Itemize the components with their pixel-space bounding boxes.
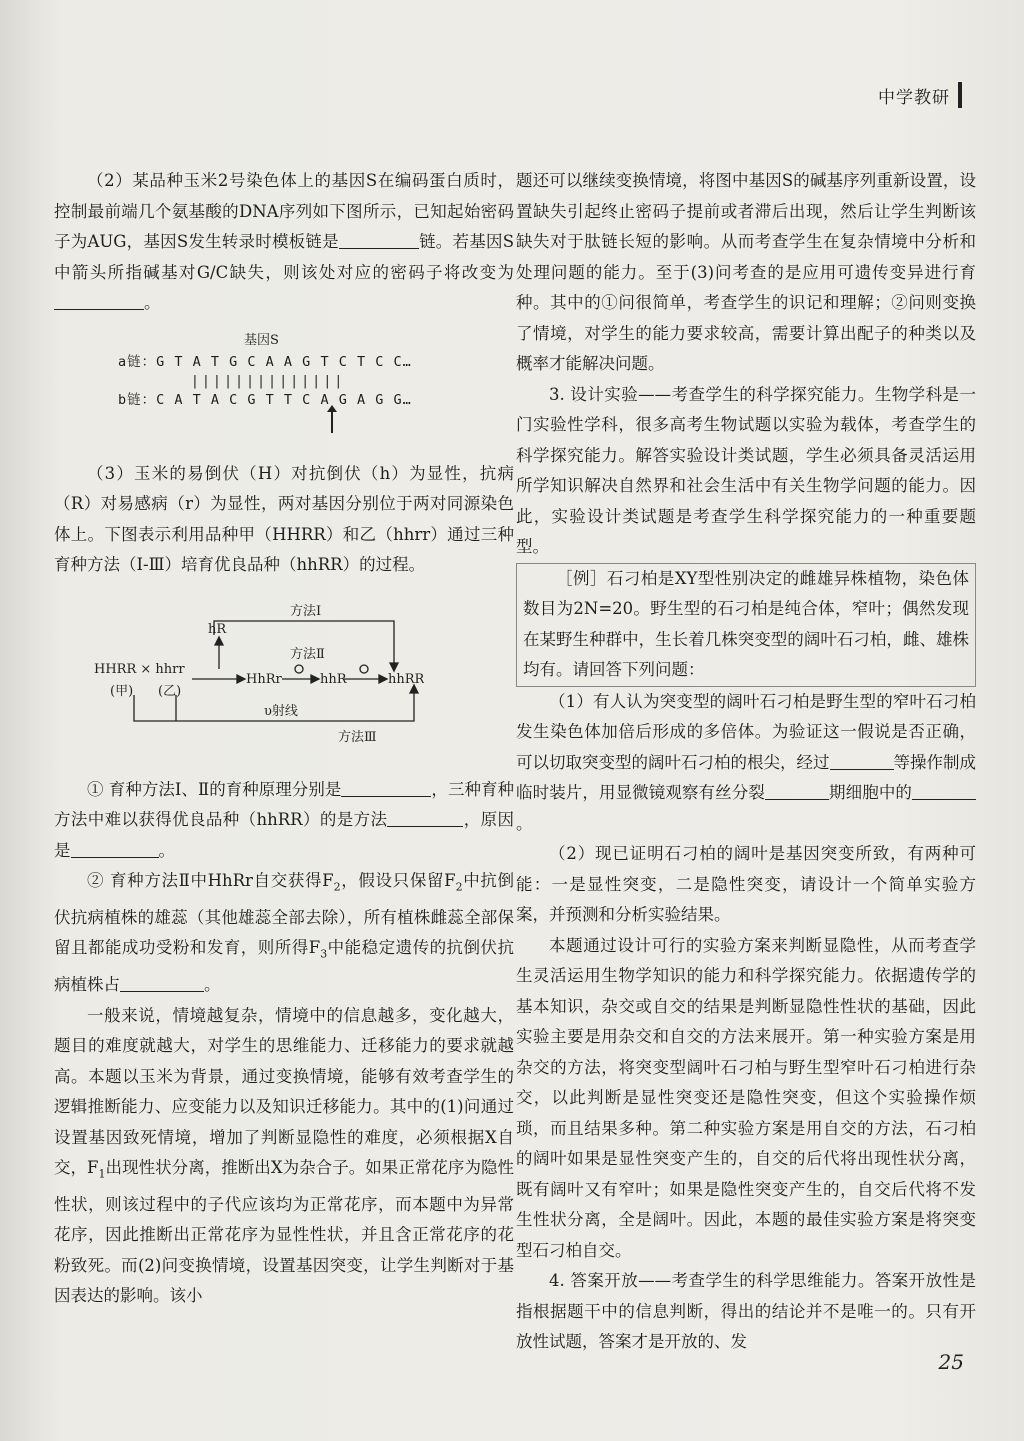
right-column: [516, 166, 976, 1358]
subscript: 1: [98, 1167, 106, 1181]
ex-q1-text-a: （1）有人认为突变型的阔叶石刁柏是野生型的窄叶石刁柏发生染色体加倍后形成的多倍体。为验证这一假说是否正确，可以切取突变型的阔叶石刁柏的根尖，经过: [516, 691, 976, 772]
ex-q1-text-b: 等操作制成临时装片，用显微镜观察有丝分裂: [516, 752, 976, 802]
arrow-head: [390, 663, 398, 671]
hhrr-f1-label: HhRr: [246, 671, 282, 687]
q3-1-text-c: ，原因是: [54, 810, 515, 860]
analysis-paragraph: [54, 1001, 514, 1312]
hhr-label: hhR: [320, 671, 347, 687]
example-stem: ［例］石刁柏是XY型性别决定的雌雄异株植物，染色体数目为2N=20。野生型的石刁柏是纯合体，窄叶；偶然发现在某野生种群中，生长着几株突变型的阔叶石刁柏，雌、雄株均有。请回答下列问题：: [516, 564, 976, 687]
ray-label: υ射线: [264, 703, 298, 719]
breeding-diagram: [54, 603, 514, 753]
q3-2-text-c: 中抗倒伏抗病植株的雄蕊（其他雄蕊全部去除），所有植株雌蕊全部保留且都能成功受粉和发育，则所得F: [54, 871, 514, 958]
gene-s-figure: [54, 333, 514, 451]
q3-2-text-a: ② 育种方法Ⅱ中HhRr自交获得F: [87, 871, 334, 890]
b-strand-label: b链：: [118, 391, 157, 408]
answer-blank: [71, 840, 159, 858]
answer-blank: [339, 232, 419, 250]
running-header: [878, 82, 962, 108]
example-analysis-paragraph: 本题通过设计可行的实验方案来判断显隐性，从而考查学生灵活运用生物学知识的能力和科学探究能力。依据遗传学的基本知识，杂交或自交的结果是判断显隐性性状的基础，因此实验主要是用杂交和自交的方法来展开。第一种实验方案是用杂交的方法，将突变型阔叶石刁柏与野生型窄叶石刁柏进行杂交，以此判断是显性突变还是隐性突变，但这个实验操作烦琐，而且结果多种。第二种实验方案是用自交的方法，石刁柏的阔叶如果是显性突变产生的，自交的后代将出现性状分离，既有阔叶又有窄叶；如果是隐性突变产生的，自交后代将不发生性状分离，全是阔叶。因此，本题的最佳实验方案是将突变型石刁柏自交。: [516, 935, 976, 1260]
q2-text-a: （2）某品种玉米2号染色体上的基因S在编码蛋白质时，控制最前端几个氨基酸的DNA序列如下图所示，已知起始密码子为AUG，基因S发生转录时模板链是: [54, 171, 514, 251]
arrow-head: [311, 675, 319, 683]
q3-2-text-b: ，假设只保留F: [340, 871, 456, 890]
breeding-diagram-svg: [94, 603, 424, 753]
section-4-paragraph: 4. 答案开放——考查学生的科学思维能力。答案开放性是指根据题干中的信息判断，得出的结论并不是唯一的。只有开放性试题，答案才是开放的、发: [516, 1271, 976, 1351]
arrow-head: [215, 637, 223, 645]
gene-s-title: 基因S: [244, 332, 279, 348]
arrow-head: [379, 675, 387, 683]
analysis-text-b: 出现性状分离，推断出X为杂合子。如果正常花序为隐性性状，则该过程中的子代应该均为正常花序，而本题中为异常花序，因此推断出正常花序为显性性状，并且含正常花序的花粉致死。而(2)问变换情境，设置基因突变，让学生判断对于基因表达的影响。该小: [54, 1158, 515, 1306]
method1-label: 方法Ⅰ: [290, 603, 322, 619]
question-3-2: [54, 866, 514, 1001]
ex-q1-text-d: 。: [516, 813, 533, 833]
yi-label: (乙): [158, 683, 182, 699]
section-3-paragraph: 3. 设计实验——考查学生的科学探究能力。生物学科是一门实验性学科，很多高考生物试题以实验为载体，考查学生的科学探究能力。解答实验设计类试题，学生必须具备灵活运用所学知识解决自然界和社会生活中有关生物学问题的能力。因此，实验设计类试题是考查学生科学探究能力的一种重要题型。: [516, 384, 976, 556]
example-question-1: [516, 687, 976, 840]
self-symbol-icon: [360, 665, 368, 673]
a-strand-label: a链：: [118, 353, 157, 370]
q3-1-text-d: 。: [158, 840, 175, 860]
method3-label: 方法Ⅲ: [338, 729, 377, 745]
journal-name: 中学教研: [878, 87, 950, 108]
answer-blank: [120, 975, 204, 993]
header-bar: [958, 82, 962, 108]
q3-1-text-b: ，三种育种方法中难以获得优良品种（hhRR）的是方法: [54, 779, 515, 829]
question-2: [54, 166, 514, 319]
analysis-continued: 题还可以继续变换情境，将图中基因S的碱基序列重新设置，设置缺失引起终止密码子提前或者滞后出现，然后让学生判断该缺失对于肽链长短的影响。从而考查学生在复杂情境中分析和处理问题的能力。至于(3)问考查的是应用可遗传变异进行育种。其中的①问很简单，考查学生的识记和理解；②问则变换了情境，对学生的能力要求较高，需要计算出配子的种类以及概率才能解决问题。: [516, 171, 976, 373]
left-column: [54, 166, 514, 1312]
answer-blank: [830, 752, 894, 770]
subscript: 2: [455, 880, 463, 894]
question-3-1: [54, 775, 514, 867]
question-3: （3）玉米的易倒伏（H）对抗倒伏（h）为显性，抗病（R）对易感病（r）为显性，两对基因分别位于两对同源染色体上。下图表示利用品种甲（HHRR）和乙（hhrr）通过三种育种方法（Ⅰ-Ⅲ）培育优良品种（hhRR）的过程。: [54, 463, 514, 574]
example-question-2: （2）现已证明石刁柏的阔叶是基因突变所致，有两种可能：一是显性突变，二是隐性突变，请设计一个简单实验方案，并预测和分析实验结果。: [516, 844, 976, 924]
a-strand-sequence: G T A T G C A A G T C T C C…: [156, 353, 412, 370]
hr-label: hR: [208, 621, 227, 637]
answer-blank: [765, 783, 829, 801]
ex-q1-text-c: 期细胞中的: [828, 783, 913, 802]
answer-blank: [912, 783, 976, 801]
q2-text-c: 。: [144, 293, 161, 312]
answer-blank: [54, 293, 144, 311]
q3-1-text-a: ① 育种方法Ⅰ、Ⅱ的育种原理分别是: [87, 779, 342, 799]
b-strand: [118, 391, 412, 409]
subscript: 3: [320, 947, 328, 961]
arrow-head: [237, 675, 245, 683]
jia-label: (甲): [110, 683, 134, 699]
answer-blank: [387, 810, 463, 828]
base-pair-ticks: ||||||||||||||: [191, 373, 346, 389]
deletion-arrow-icon: [331, 411, 333, 433]
cross-label: HHRR × hhrr: [94, 661, 185, 677]
q3-2-text-e: 。: [204, 975, 221, 995]
analysis-text-a: 一般来说，情境越复杂，情境中的信息越多，变化越大，题目的难度就越大，对学生的思维能力、迁移能力的要求就越高。本题以玉米为背景，通过变换情境，能够有效考查学生的逻辑推断能力、应变能力以及知识迁移能力。其中的(1)问通过设置基因致死情境，增加了判断显隐性的难度，必须根据X自交，F: [54, 1005, 514, 1178]
b-strand-sequence: C A T A C G T T C A G A G G…: [156, 391, 412, 408]
subscript: 2: [333, 880, 341, 894]
q2-text-b: 链。若基因S中箭头所指碱基对G/C缺失，则该处对应的密码子将改变为: [54, 232, 514, 282]
answer-blank: [341, 779, 431, 797]
q3-2-text-d: 中能稳定遗传的抗倒伏抗病植株占: [54, 938, 514, 995]
a-strand: [118, 353, 412, 371]
target-label: hhRR: [388, 671, 424, 687]
page-number: 25: [938, 1350, 964, 1374]
method2-label: 方法Ⅱ: [290, 646, 325, 662]
self-symbol-icon: [295, 665, 303, 673]
